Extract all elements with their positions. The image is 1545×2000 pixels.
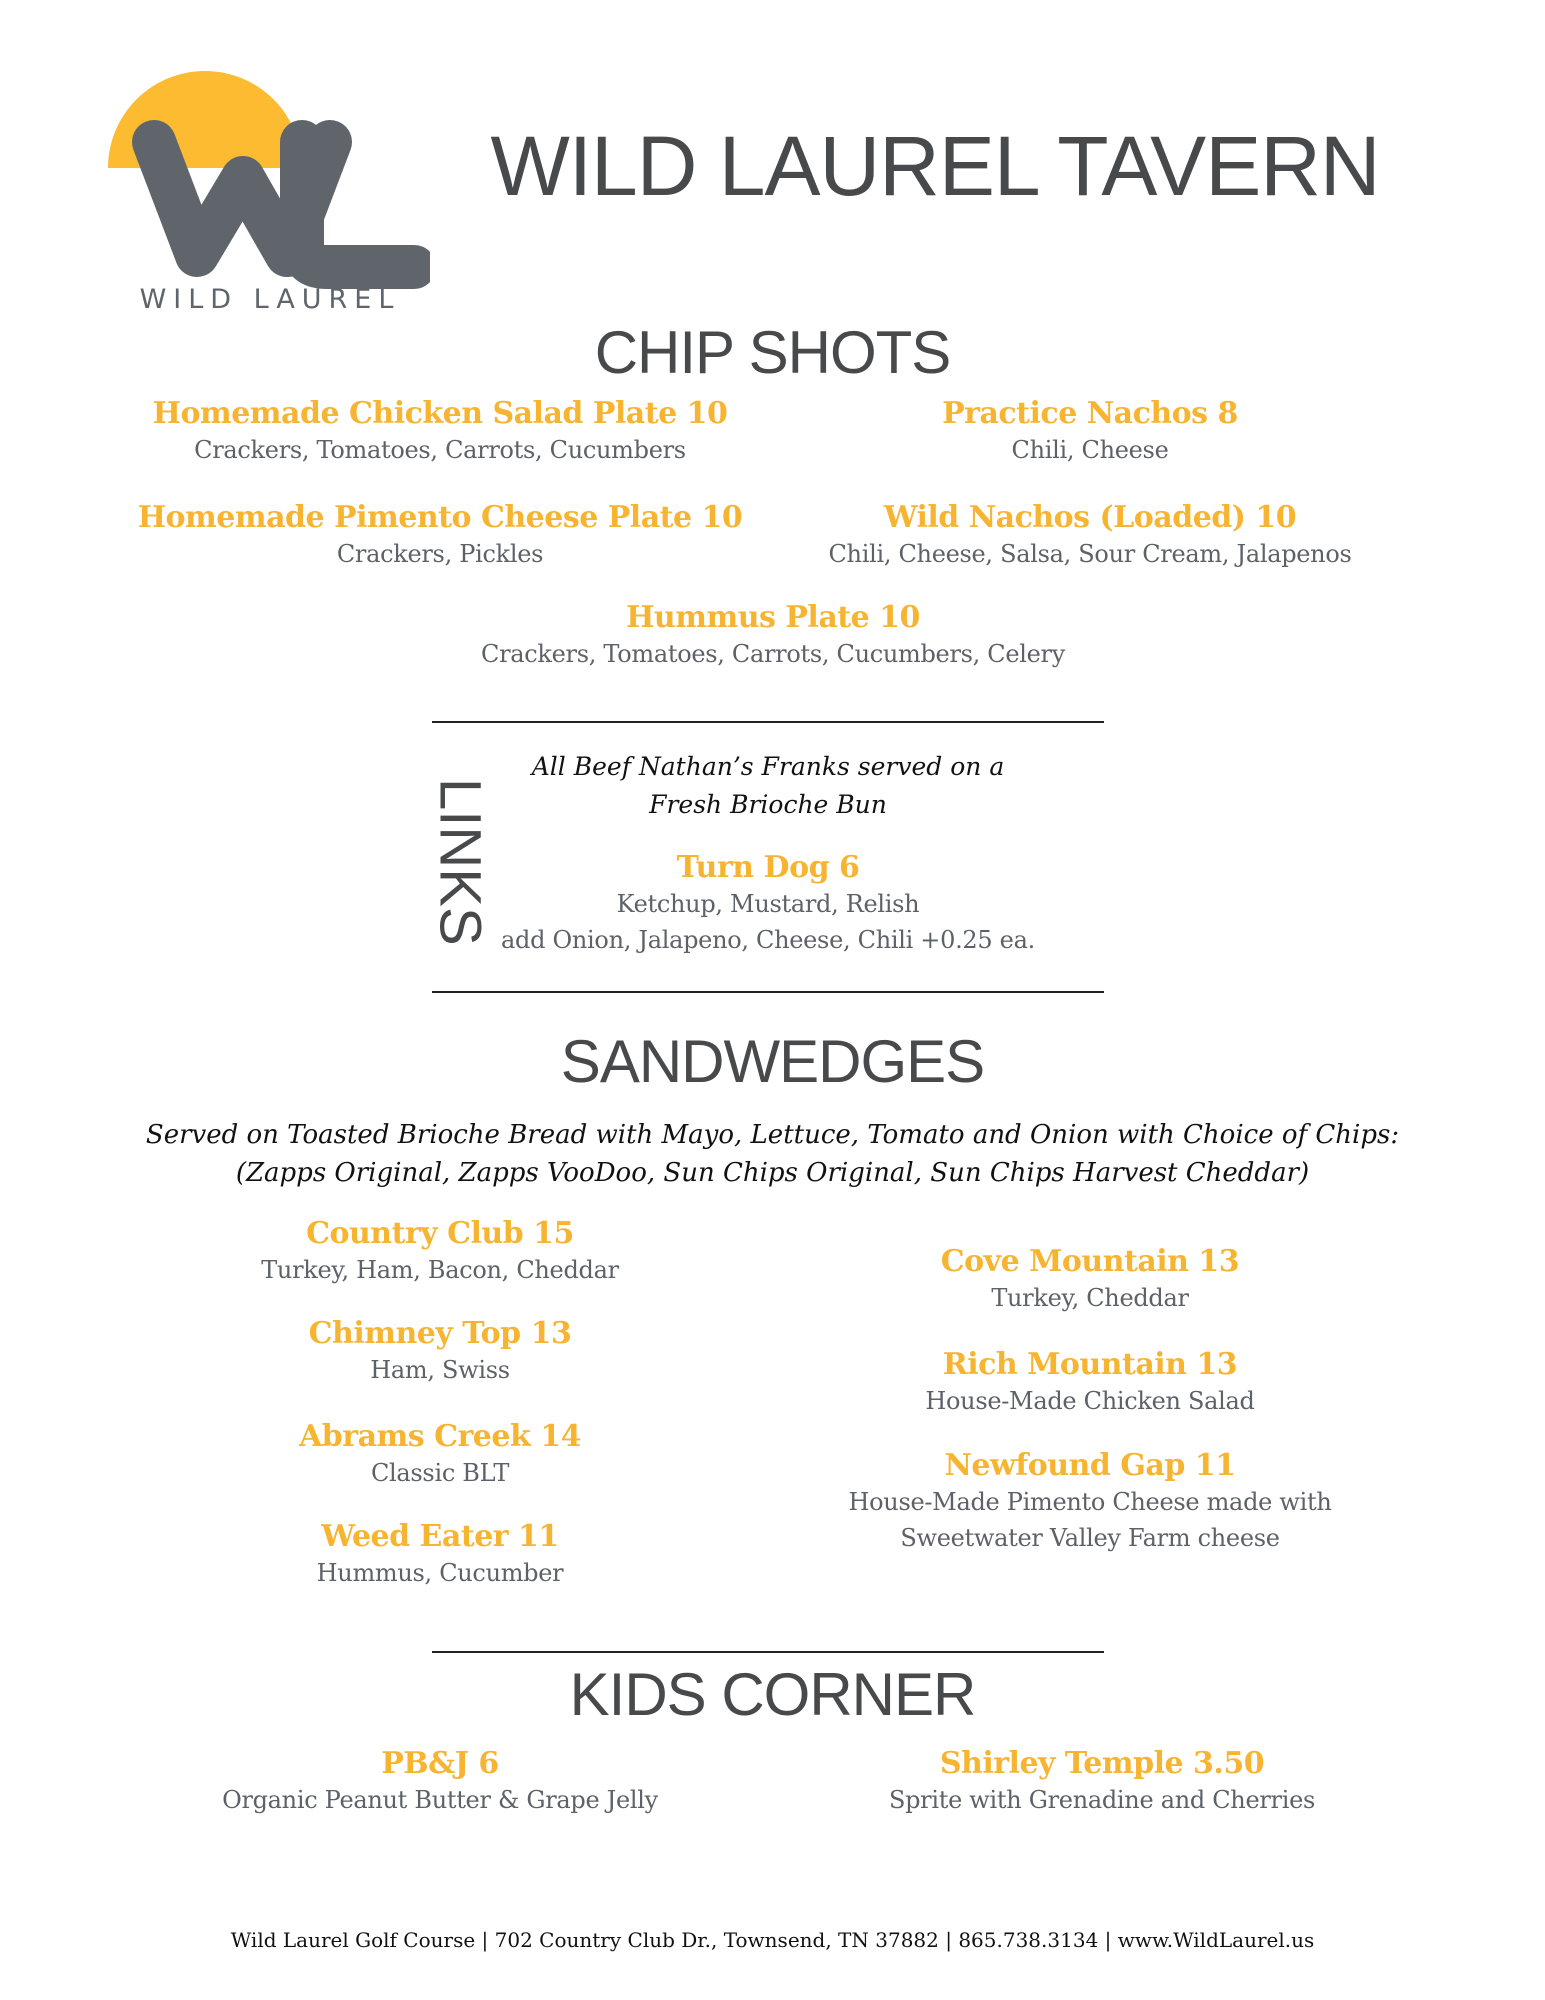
section-title-chip-shots: CHIP SHOTS — [594, 319, 951, 386]
menu-item — [90, 1216, 790, 1288]
divider — [432, 721, 1104, 723]
item-name: Chimney Top 13 — [308, 1316, 572, 1351]
item-name: Turn Dog 6 — [676, 850, 860, 885]
section-title-links: LINKS — [427, 778, 493, 946]
menu-item — [90, 1519, 790, 1591]
item-description: Classic BLT — [370, 1459, 510, 1487]
menu-item — [740, 396, 1440, 468]
item-description: House-Made Pimento Cheese made with — [848, 1488, 1332, 1516]
section-title-sandwedges: SANDWEDGES — [560, 1028, 985, 1095]
item-description-cont: Sweetwater Valley Farm cheese — [900, 1524, 1280, 1552]
links-note — [468, 748, 1068, 824]
item-description: Turkey, Ham, Bacon, Cheddar — [261, 1256, 619, 1284]
item-name: Practice Nachos 8 — [942, 396, 1238, 431]
item-name: Homemade Chicken Salad Plate 10 — [152, 396, 728, 431]
item-description: Crackers, Tomatoes, Carrots, Cucumbers, Celery — [481, 640, 1065, 668]
menu-item — [423, 600, 1123, 672]
item-name: Wild Nachos (Loaded) 10 — [883, 500, 1297, 535]
item-name: Country Club 15 — [306, 1216, 574, 1251]
footer-contact: Wild Laurel Golf Course | 702 Country Club Dr., Townsend, TN 37882 | 865.738.3134 | www.WildLaurel.us — [230, 1928, 1315, 1952]
item-name: PB&J 6 — [381, 1746, 499, 1781]
menu-item — [418, 850, 1118, 958]
menu-item — [90, 1746, 790, 1818]
item-description: Sprite with Grenadine and Cherries — [888, 1786, 1316, 1814]
item-name: Shirley Temple 3.50 — [939, 1746, 1265, 1781]
menu-item — [740, 1244, 1440, 1316]
item-name: Cove Mountain 13 — [940, 1244, 1240, 1279]
item-description: Ketchup, Mustard, Relish — [616, 890, 920, 918]
item-description: Crackers, Pickles — [336, 540, 544, 568]
item-name: Abrams Creek 14 — [299, 1419, 581, 1454]
item-description: Organic Peanut Butter & Grape Jelly — [222, 1786, 658, 1814]
menu-item — [752, 1746, 1452, 1818]
item-description: Crackers, Tomatoes, Carrots, Cucumbers — [194, 436, 686, 464]
sandwedges-note-line: (Zapps Original, Zapps VooDoo, Sun Chips Original, Sun Chips Harvest Cheddar) — [235, 1158, 1310, 1188]
item-addon: add Onion, Jalapeno, Cheese, Chili +0.25 ea. — [501, 926, 1035, 954]
item-description: Chili, Cheese — [1011, 436, 1169, 464]
links-note-line: All Beef Nathan’s Franks served on a — [531, 752, 1005, 781]
item-description: Ham, Swiss — [370, 1356, 510, 1384]
item-description: Hummus, Cucumber — [316, 1559, 564, 1587]
sandwedges-note-line: Served on Toasted Brioche Bread with Mayo, Lettuce, Tomato and Onion with Choice of Chips: — [145, 1120, 1400, 1150]
item-name: Weed Eater 11 — [321, 1519, 559, 1554]
divider — [432, 1651, 1104, 1653]
item-name: Homemade Pimento Cheese Plate 10 — [137, 500, 743, 535]
divider — [432, 991, 1104, 993]
restaurant-title: WILD LAUREL TAVERN — [490, 119, 1380, 213]
logo-graphic — [100, 50, 430, 320]
wild-laurel-logo — [100, 50, 430, 320]
menu-item — [740, 1448, 1440, 1556]
item-name: Hummus Plate 10 — [626, 600, 920, 635]
section-title-kids-corner: KIDS CORNER — [569, 1661, 976, 1728]
menu-item — [740, 500, 1440, 572]
menu-item — [90, 1419, 790, 1491]
menu-item — [740, 1347, 1440, 1419]
item-description: Turkey, Cheddar — [991, 1284, 1189, 1312]
item-name: Newfound Gap 11 — [944, 1448, 1236, 1483]
item-name: Rich Mountain 13 — [942, 1347, 1238, 1382]
sandwedges-note — [0, 1116, 1545, 1192]
item-description: House-Made Chicken Salad — [925, 1387, 1255, 1415]
links-note-line: Fresh Brioche Bun — [649, 790, 887, 819]
item-description: Chili, Cheese, Salsa, Sour Cream, Jalapenos — [828, 540, 1352, 568]
menu-item — [90, 500, 790, 572]
logo-wordmark: WILD LAUREL — [139, 284, 401, 315]
menu-item — [90, 1316, 790, 1388]
menu-item — [90, 396, 790, 468]
